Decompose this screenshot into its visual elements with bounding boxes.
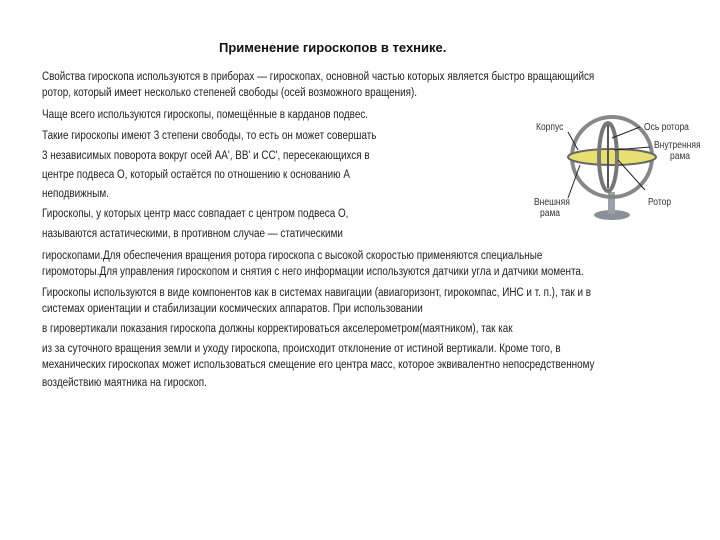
paragraph-line: воздействию маятника на гироскоп. (42, 377, 207, 389)
paragraph-line: гироскопами.Для обеспечения вращения ротора гироскопа с высокой скоростью применяются специальные (42, 250, 543, 262)
gyroscope-figure (500, 110, 720, 250)
paragraph-line: механических гироскопах может использоваться смещение его центра масс, которое эквивалентно непосредственному (42, 359, 595, 371)
paragraph-line: Гироскопы, у которых центр масс совпадает с центром подвеса O, (42, 208, 349, 220)
label-outer-frame-2: рама (540, 208, 561, 219)
label-outer-frame: Внешняя (534, 197, 570, 208)
label-inner-frame-2: рама (670, 151, 691, 162)
paragraph-line: Свойства гироскопа используются в приборах — гироскопах, основной частью которых является быстро вращающийся (42, 71, 595, 83)
paragraph-line: 3 независимых поворота вокруг осей AA', BB' и CC', пересекающихся в (42, 150, 370, 162)
label-rotor-axis: Ось ротора (644, 122, 689, 133)
paragraph-line: называются астатическими, в противном случае — статическими (42, 228, 343, 240)
label-rotor: Ротор (648, 197, 672, 208)
paragraph-line: Гироскопы используются в виде компонентов как в системах навигации (авиагоризонт, гирокомпас, ИНС и т. п.), так и в (42, 287, 591, 299)
paragraph-line: системах ориентации и стабилизации космических аппаратов. При использовании (42, 303, 423, 315)
paragraph-line: Такие гироскопы имеют 3 степени свободы, то есть он может совершать (42, 130, 377, 142)
paragraph-line: неподвижным. (42, 188, 109, 200)
label-inner-frame: Внутренняя (654, 140, 701, 151)
paragraph-line: ротор, который имеет несколько степеней свободы (осей возможного вращения). (42, 87, 418, 99)
paragraph-line: из за суточного вращения земли и уходу гироскопа, происходит отклонение от истиной вертикали. Кроме того, в (42, 343, 561, 355)
paragraph-line: Чаще всего используются гироскопы, помещённые в карданов подвес. (42, 109, 369, 121)
paragraph-line: гиромоторы.Для управления гироскопом и снятия с него информации используются датчики угла и датчики момента. (42, 266, 584, 278)
paragraph-line: центре подвеса O, который остаётся по отношению к основанию A (42, 169, 350, 181)
paragraph-line: в гировертикали показания гироскопа должны корректироваться акселерометром(маятником), так как (42, 323, 513, 335)
page-title: Применение гироскопов в технике. (219, 40, 447, 55)
label-korpus: Корпус (536, 122, 564, 133)
